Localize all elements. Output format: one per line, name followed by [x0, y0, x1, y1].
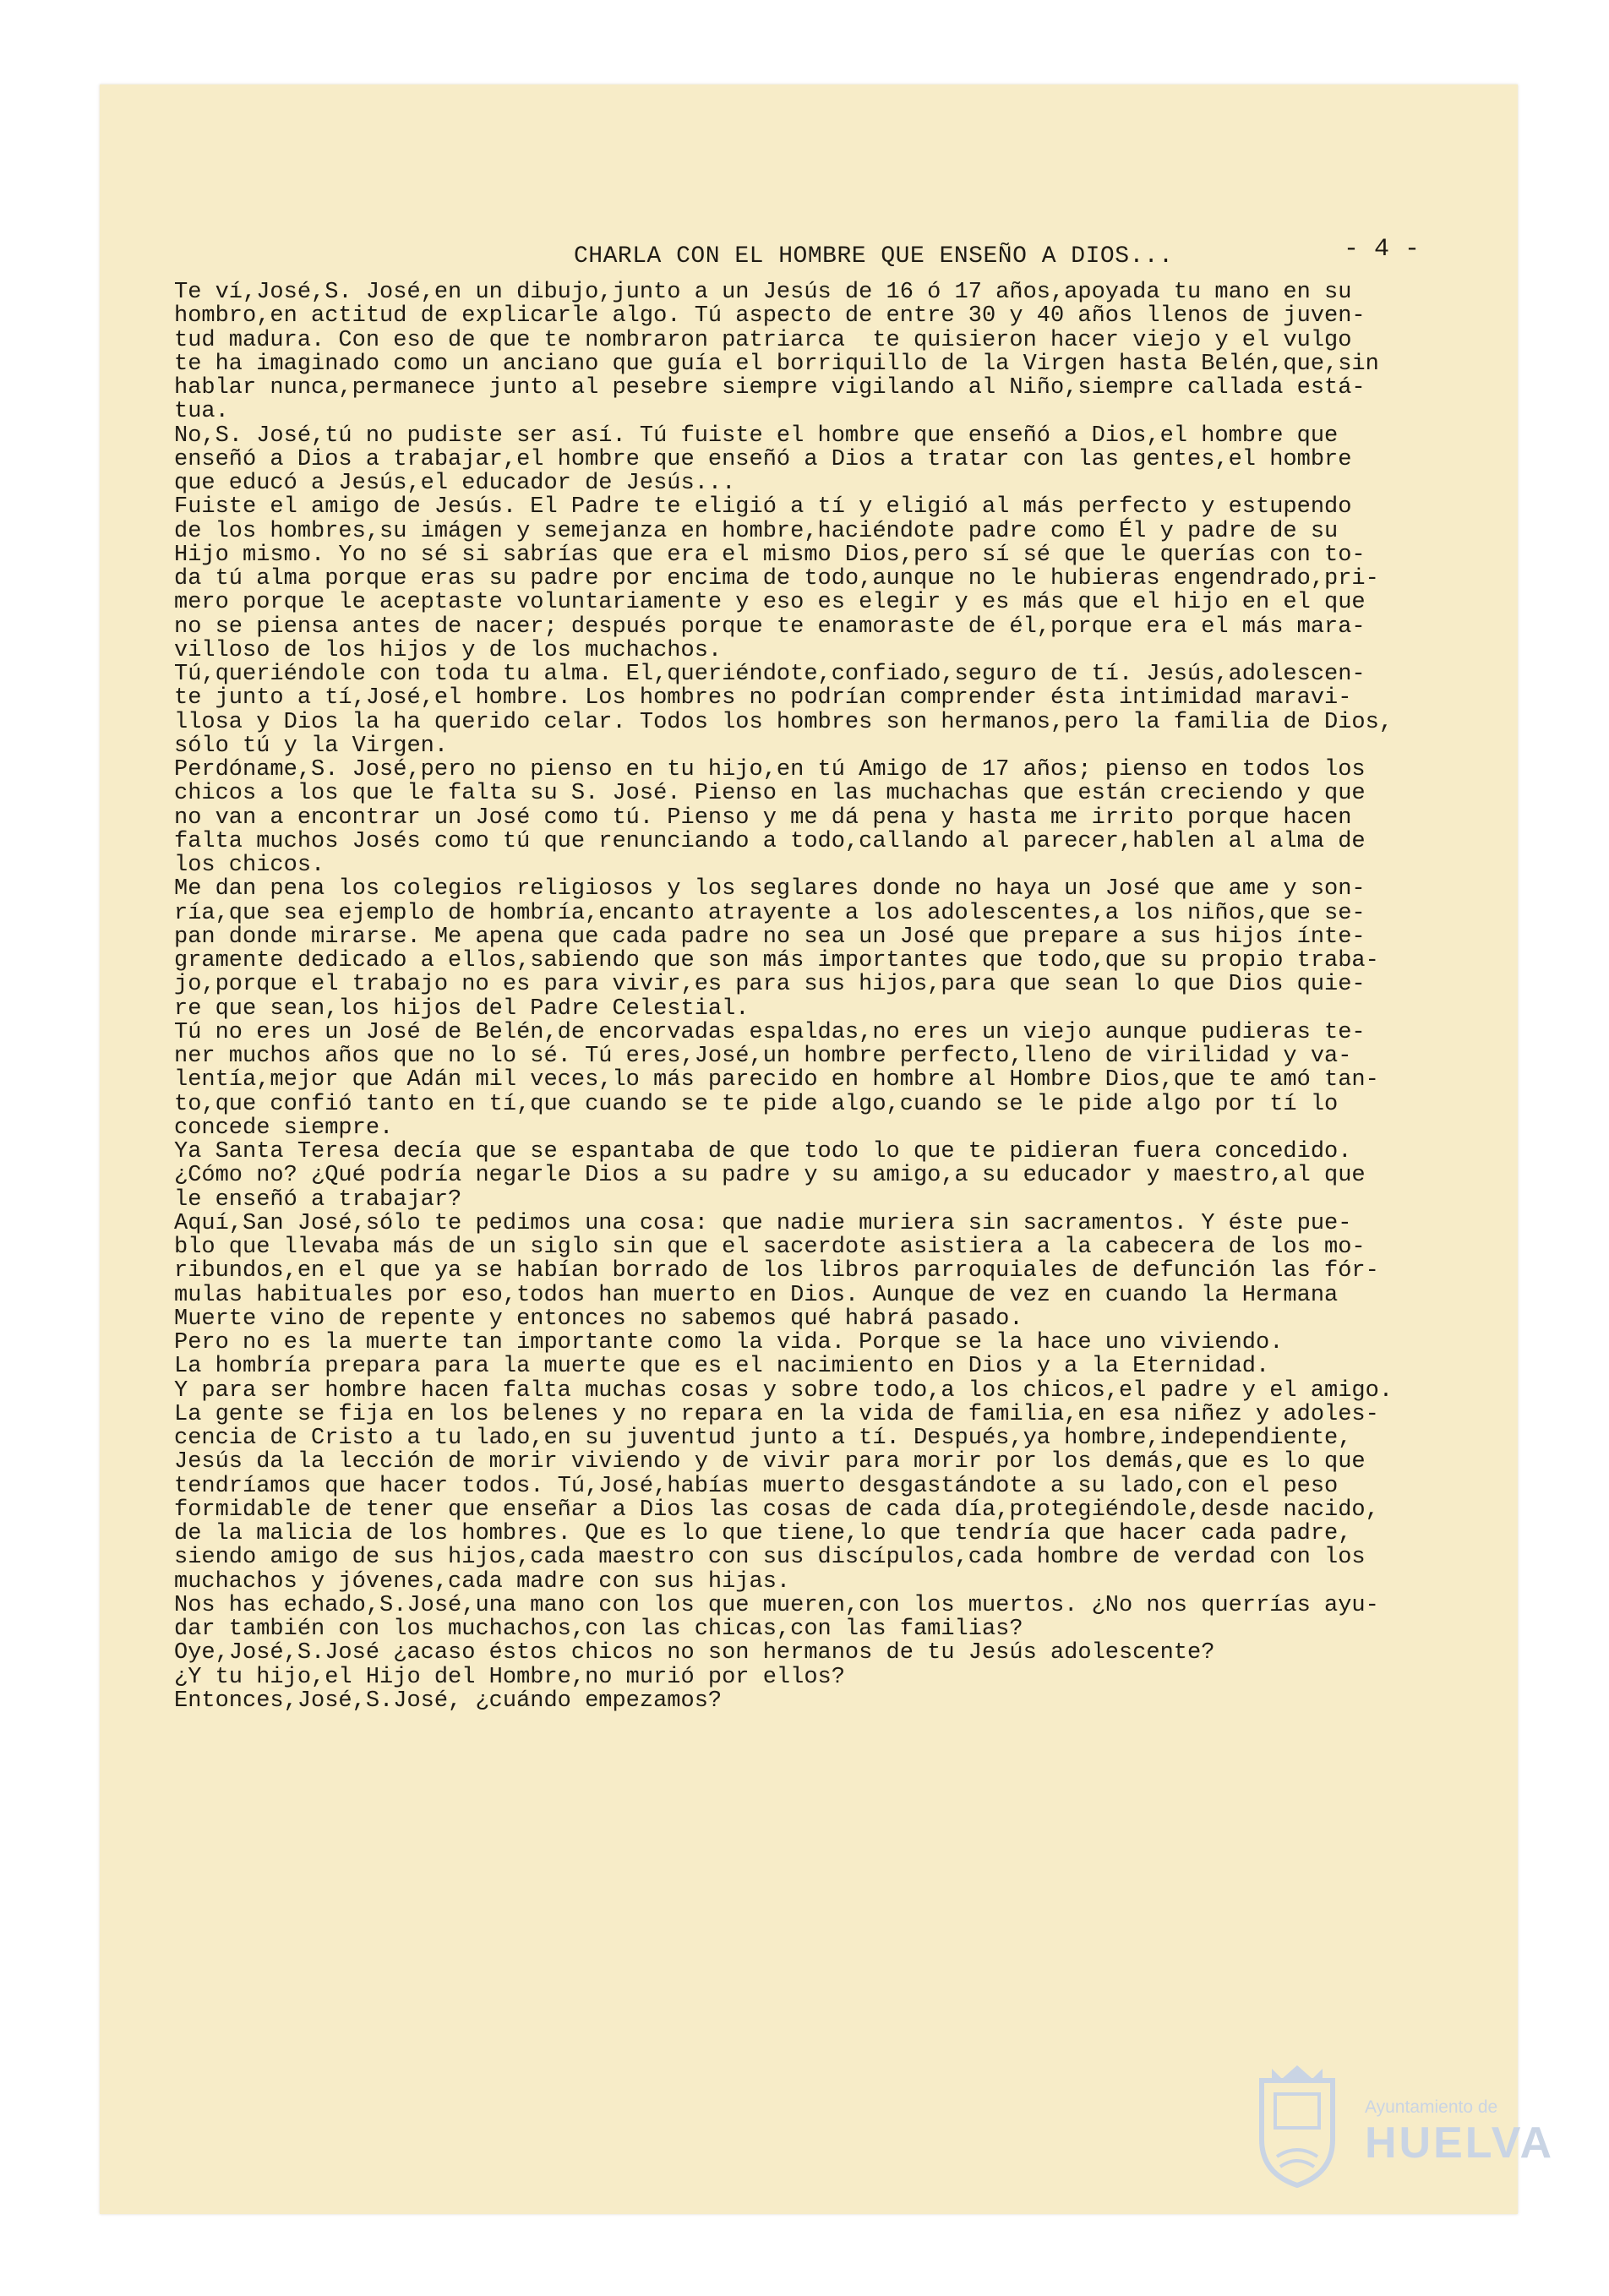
text-line: mero porque le aceptaste voluntariamente y eso es elegir y es más que el hijo en el que [174, 590, 1366, 616]
text-line: formidable de tener que enseñar a Dios las cosas de cada día,protegiéndole,desde nacido, [174, 1497, 1379, 1523]
page-number: - 4 - [1344, 235, 1421, 264]
text-line: chicos a los que le falta su S. José. Pienso en las muchachas que están creciendo y que [174, 781, 1366, 807]
text-line: tua. [174, 399, 229, 425]
text-line: re que sean,los hijos del Padre Celestial. [174, 995, 750, 1022]
text-line: sólo tú y la Virgen. [174, 733, 449, 759]
text-line: te ha imaginado como un anciano que guía el borriquillo de la Virgen hasta Belén,que,sin [174, 351, 1379, 377]
paper-sheet [100, 85, 1518, 2214]
document-title: CHARLA CON EL HOMBRE QUE ENSEÑO A DIOS... [574, 243, 1174, 270]
text-line: Tú no eres un José de Belén,de encorvadas espaldas,no eres un viejo aunque pudieras te- [174, 1019, 1366, 1045]
text-line: Me dan pena los colegios religiosos y los seglares donde no haya un José que ame y son- [174, 876, 1366, 903]
text-line: jo,porque el trabajo no es para vivir,es para sus hijos,para que sean lo que Dios quie- [174, 972, 1366, 998]
text-line: ¿Y tu hijo,el Hijo del Hombre,no murió por ellos? [174, 1664, 845, 1690]
text-line: mulas habituales por eso,todos han muerto en Dios. Aunque de vez en cuando la Hermana [174, 1282, 1339, 1308]
text-line: dar también con los muchachos,con las chicas,con las familias? [174, 1617, 1023, 1642]
text-line: muchachos y jóvenes,cada madre con sus hijas. [174, 1568, 791, 1595]
text-line: Nos has echado,S.José,una mano con los que mueren,con los muertos. ¿No nos querrías ayu- [174, 1592, 1379, 1618]
text-line: hombro,en actitud de explicarle algo. Tú aspecto de entre 30 y 40 años llenos de juven- [174, 303, 1366, 330]
text-line: cencia de Cristo a tu lado,en su juventud junto a tí. Después,ya hombre,independiente, [174, 1426, 1352, 1451]
text-line: enseñó a Dios a trabajar,el hombre que enseñó a Dios a tratar con las gentes,el hombre [174, 446, 1352, 472]
text-line: hablar nunca,permanece junto al pesebre siempre vigilando al Niño,siempre callada está- [174, 375, 1366, 401]
city-crest-icon [1246, 2062, 1348, 2189]
text-line: Te ví,José,S. José,en un dibujo,junto a un Jesús de 16 ó 17 años,apoyada tu mano en su [174, 280, 1352, 305]
text-line: La hombría prepara para la muerte que es el nacimiento en Dios y a la Eternidad. [174, 1354, 1270, 1380]
text-line: tud madura. Con eso de que te nombraron patriarca te quisieron hacer viejo y el vulgo [174, 327, 1352, 353]
text-line: La gente se fija en los belenes y no repara en la vida de familia,en esa niñez y adoles- [174, 1401, 1379, 1427]
text-line: Tú,queriéndole con toda tu alma. El,queriéndote,confiado,seguro de tí. Jesús,adolescen- [174, 662, 1366, 687]
text-line: de los hombres,su imágen y semejanza en hombre,haciéndote padre como Él y padre de su [174, 518, 1339, 544]
huelva-watermark [1246, 2062, 1555, 2189]
text-line: Perdóname,S. José,pero no pienso en tu hijo,en tú Amigo de 17 años; pienso en todos los [174, 757, 1366, 783]
text-line: No,S. José,tú no pudiste ser así. Tú fuiste el hombre que enseñó a Dios,el hombre que [174, 423, 1339, 449]
text-line: los chicos. [174, 853, 325, 878]
text-line: que educó a Jesús,el educador de Jesús... [174, 471, 736, 496]
text-line: tendríamos que hacer todos. Tú,José,habías muerto desgastándote a su lado,con el peso [174, 1473, 1339, 1499]
page-header [174, 235, 1508, 281]
text-line: Aquí,San José,sólo te pedimos una cosa: que nadie muriera sin sacramentos. Y éste pue- [174, 1210, 1352, 1236]
text-line: concede siempre. [174, 1115, 394, 1141]
text-line: te junto a tí,José,el hombre. Los hombres no podrían comprender ésta intimidad maravi- [174, 685, 1352, 712]
text-line: le enseñó a trabajar? [174, 1186, 462, 1213]
text-line: Muerte vino de repente y entonces no sabemos qué habrá pasado. [174, 1306, 1023, 1332]
document-body [174, 281, 1508, 1713]
text-line: Entonces,José,S.José, ¿cuándo empezamos? [174, 1688, 723, 1714]
text-line: Hijo mismo. Yo no sé si sabrías que era el mismo Dios,pero sí sé que le querías con to- [174, 542, 1366, 568]
text-line: no se piensa antes de nacer; después porque te enamoraste de él,porque era el más mara- [174, 614, 1366, 640]
text-line: falta muchos Josés como tú que renunciando a todo,callando al parecer,hablen al alma de [174, 828, 1366, 854]
text-line: Oye,José,S.José ¿acaso éstos chicos no son hermanos de tu Jesús adolescente? [174, 1640, 1215, 1666]
text-line: ¿Cómo no? ¿Qué podría negarle Dios a su padre y su amigo,a su educador y maestro,al que [174, 1163, 1366, 1189]
text-line: lentía,mejor que Adán mil veces,lo más parecido en hombre al Hombre Dios,que te amó tan- [174, 1067, 1379, 1093]
text-line: ribundos,en el que ya se habían borrado de los libros parroquiales de defunción las fór- [174, 1258, 1379, 1284]
watermark-subtitle: Ayuntamiento de [1365, 2097, 1498, 2117]
text-line: Y para ser hombre hacen falta muchas cosas y sobre todo,a los chicos,el padre y el amigo. [174, 1377, 1394, 1404]
text-line: blo que llevaba más de un siglo sin que el sacerdote asistiera a la cabecera de los mo- [174, 1235, 1366, 1260]
text-line: Jesús da la lección de morir viviendo y de vivir para morir por los demás,que es lo que [174, 1449, 1366, 1475]
text-line: da tú alma porque eras su padre por encima de todo,aunque no le hubieras engendrado,pri- [174, 566, 1379, 592]
text-line: Pero no es la muerte tan importante como la vida. Porque se la hace uno viviendo. [174, 1330, 1284, 1355]
text-line: siendo amigo de sus hijos,cada maestro con sus discípulos,cada hombre de verdad con los [174, 1545, 1366, 1571]
text-line: no van a encontrar un José como tú. Pienso y me dá pena y hasta me irrito porque hacen [174, 804, 1352, 831]
text-line: gramente dedicado a ellos,sabiendo que son más importantes que todo,que su propio traba- [174, 948, 1379, 973]
text-line: de la malicia de los hombres. Que es lo que tiene,lo que tendría que hacer cada padre, [174, 1521, 1352, 1546]
text-line: pan donde mirarse. Me apena que cada padre no sea un José que prepare a sus hijos ínte- [174, 924, 1366, 950]
text-line: llosa y Dios la ha querido celar. Todos los hombres son hermanos,pero la familia de Dios, [174, 709, 1394, 735]
typed-document [174, 235, 1508, 1714]
watermark-name: HUELVA [1365, 2119, 1555, 2168]
text-line: ría,que sea ejemplo de hombría,encanto atrayente a los adolescentes,a los niños,que se- [174, 900, 1366, 926]
text-line: villoso de los hijos y de los muchachos. [174, 637, 723, 663]
text-line: Fuiste el amigo de Jesús. El Padre te eligió a tí y eligió al más perfecto y estupendo [174, 494, 1352, 521]
text-line: ner muchos años que no lo sé. Tú eres,José,un hombre perfecto,lleno de virilidad y va- [174, 1044, 1352, 1069]
text-line: Ya Santa Teresa decía que se espantaba de que todo lo que te pidieran fuera concedido. [174, 1139, 1352, 1164]
text-line: to,que confió tanto en tí,que cuando se te pide algo,cuando se le pide algo por tí lo [174, 1091, 1339, 1117]
